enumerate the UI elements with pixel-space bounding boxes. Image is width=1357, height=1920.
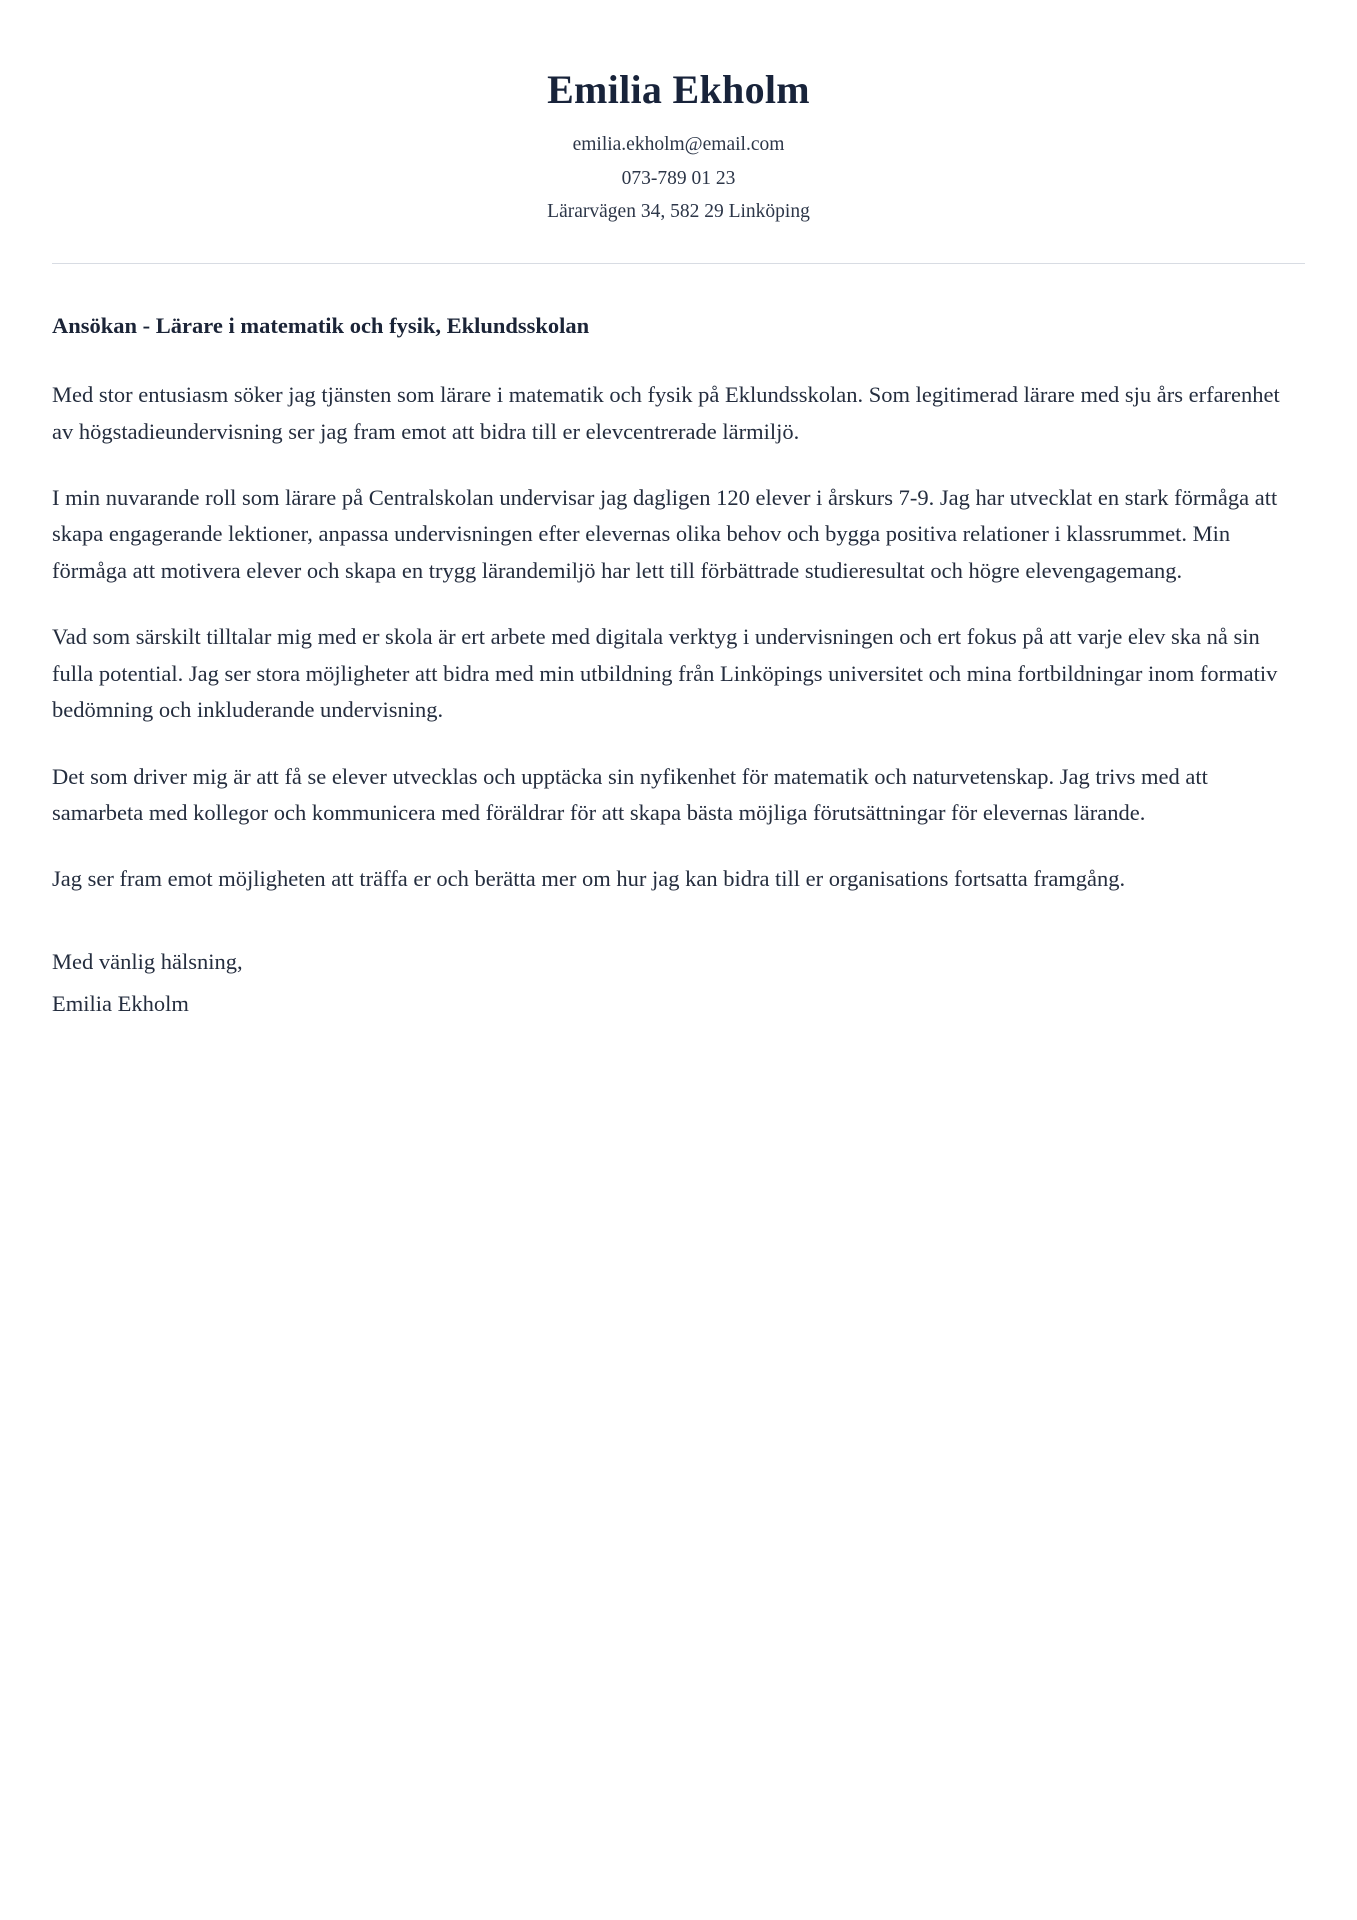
letter-closing [52,944,1297,1023]
letter-header [52,60,1305,264]
closing-salutation: Med vänlig hälsning, [52,948,243,974]
letter-paragraph: Vad som särskilt tilltalar mig med er skola är ert arbete med digitala verktyg i undervisningen och ert fokus på att varje elev ska nå sin fulla potential. Jag ser stora möjligheter att bidra med min utbildning från Linköpings universitet och mina fortbildningar inom formativ bedömning och inkluderande undervisning. [52,624,1278,723]
contact-email: emilia.ekholm@email.com [572,134,785,155]
letter-paragraph: Det som driver mig är att få se elever utvecklas och upptäcka sin nyfikenhet för matematik och naturvetenskap. Jag trivs med att samarbeta med kollegor och kommunicera med föräldrar för att skapa bästa möjliga förutsättningar för elevernas lärande. [52,763,1208,826]
contact-address: Lärarvägen 34, 582 29 Linköping [547,201,810,223]
letter-paragraph: Jag ser fram emot möjligheten att träffa er och berätta mer om hur jag kan bidra till er organisations fortsatta framgång. [52,866,1126,892]
closing-signature-name: Emilia Ekholm [52,991,189,1017]
letter-paragraph: Med stor entusiasm söker jag tjänsten som lärare i matematik och fysik på Eklundsskolan. Som legitimerad lärare med sju års erfarenhet av högstadieundervisning ser jag fram emot att bidra till er elevcentrerade lärmiljö. [52,382,1280,444]
letter-paragraph: I min nuvarande roll som lärare på Centralskolan undervisar jag dagligen 120 elever i årskurs 7-9. Jag har utvecklat en stark förmåga att skapa engagerande lektioner, anpassa undervisningen efter elevernas olika behov och bygga positiva relationer i klassrummet. Min förmåga att motivera elever och skapa en trygg lärandemiljö har lett till förbättrade studieresultat och högre elevengagemang. [52,484,1278,583]
letter-body [52,264,1297,1023]
candidate-name: Emilia Ekholm [547,67,810,112]
subject-line: Ansökan - Lärare i matematik och fysik, Eklundsskolan [52,312,590,338]
contact-phone: 073-789 01 23 [621,167,736,189]
